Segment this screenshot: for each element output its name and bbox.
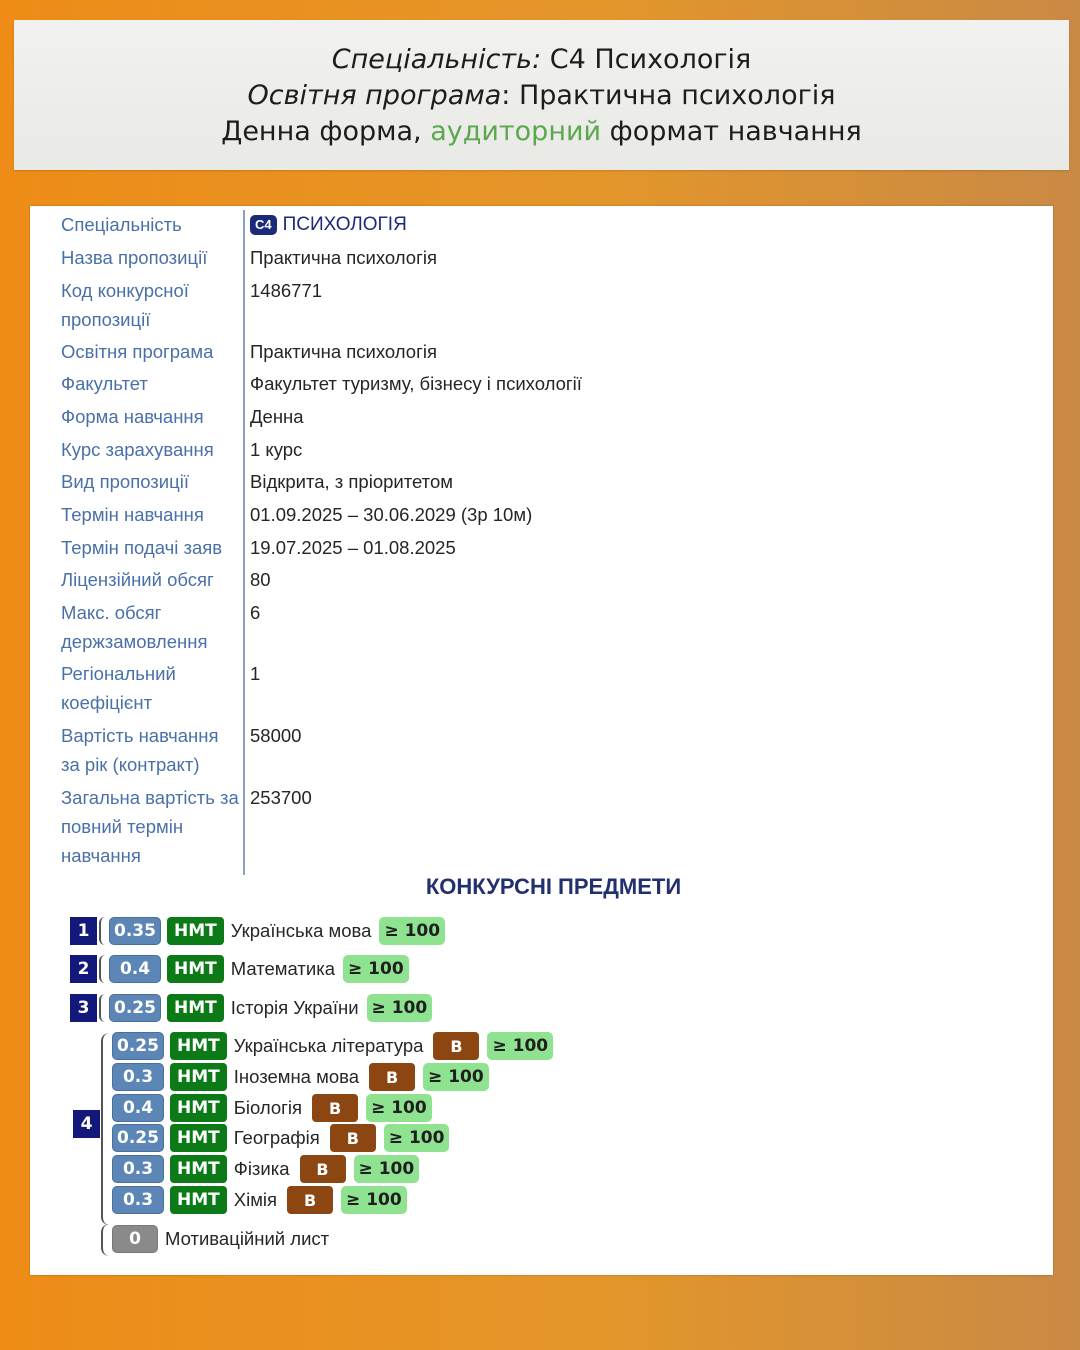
info-label: Назва пропозиції bbox=[61, 247, 208, 268]
min-score-badge: ≥ 100 bbox=[487, 1032, 553, 1060]
coefficient-badge: 0.4 bbox=[112, 1094, 164, 1122]
subject-number: 2 bbox=[70, 955, 97, 983]
info-value: 6 bbox=[250, 602, 261, 623]
info-label: Загальна вартість за повний термін навчання bbox=[61, 787, 239, 866]
specialty-name: ПСИХОЛОГІЯ bbox=[282, 214, 407, 235]
elective-badge: В bbox=[287, 1186, 333, 1214]
info-label: Термін подачі заяв bbox=[61, 537, 223, 558]
coefficient-badge: 0.25 bbox=[112, 1124, 164, 1152]
info-label: Макс. обсяг держзамовлення bbox=[61, 602, 208, 652]
subject-name: Українська література bbox=[233, 1035, 424, 1056]
test-type-badge: НМТ bbox=[170, 1063, 227, 1091]
subject-name: Біологія bbox=[233, 1097, 303, 1118]
elective-badge: В bbox=[300, 1155, 346, 1183]
info-value: 58000 bbox=[250, 725, 302, 746]
test-type-badge: НМТ bbox=[170, 1186, 227, 1214]
coefficient-badge: 0.35 bbox=[109, 917, 161, 945]
subject-row bbox=[70, 993, 432, 1023]
subject-row bbox=[70, 916, 445, 946]
elective-row bbox=[112, 1154, 419, 1184]
info-value: 1 курс bbox=[250, 439, 303, 460]
header-line-specialty bbox=[14, 44, 1069, 75]
info-label: Вид пропозиції bbox=[61, 471, 189, 492]
subject-name: Географія bbox=[233, 1127, 320, 1148]
info-value: Практична психологія bbox=[250, 341, 437, 362]
min-score-badge: ≥ 100 bbox=[379, 917, 445, 945]
min-score-badge: ≥ 100 bbox=[367, 994, 433, 1022]
coefficient-badge: 0.25 bbox=[112, 1032, 164, 1060]
group-bracket bbox=[101, 1033, 111, 1225]
info-label: Форма навчання bbox=[61, 406, 204, 427]
subject-name: Українська мова bbox=[230, 920, 372, 941]
test-type-badge: НМТ bbox=[167, 955, 224, 983]
header-specialty-value: С4 Психологія bbox=[549, 44, 752, 75]
header-format-accent: аудиторний bbox=[430, 116, 602, 147]
coefficient-badge: 0.3 bbox=[112, 1155, 164, 1183]
subject-name: Фізика bbox=[233, 1158, 290, 1179]
info-label: Регіональний коефіцієнт bbox=[61, 663, 176, 713]
subject-name: Історія України bbox=[230, 997, 359, 1018]
info-value: 253700 bbox=[250, 787, 312, 808]
elective-row bbox=[112, 1062, 489, 1092]
info-value: 19.07.2025 – 01.08.2025 bbox=[250, 537, 456, 558]
header-specialty-label: Спеціальність: bbox=[331, 44, 542, 75]
subject-name: Математика bbox=[230, 958, 336, 979]
subjects-title: КОНКУРСНІ ПРЕДМЕТИ bbox=[425, 874, 682, 899]
info-value: 80 bbox=[250, 569, 271, 590]
info-value: 1486771 bbox=[250, 280, 323, 301]
header-line-program bbox=[14, 80, 1069, 111]
info-value: Відкрита, з пріоритетом bbox=[250, 471, 453, 492]
subject-name: Іноземна мова bbox=[233, 1066, 360, 1087]
coefficient-badge: 0.3 bbox=[112, 1063, 164, 1091]
header-program-value: : Практична психологія bbox=[501, 80, 836, 111]
test-type-badge: НМТ bbox=[170, 1094, 227, 1122]
info-label: Факультет bbox=[61, 373, 148, 394]
info-value: Факультет туризму, бізнесу і психології bbox=[250, 373, 582, 394]
motivation-row bbox=[112, 1224, 329, 1254]
coefficient-badge: 0.4 bbox=[109, 955, 161, 983]
bracket bbox=[99, 955, 107, 983]
coefficient-badge: 0 bbox=[112, 1225, 158, 1253]
test-type-badge: НМТ bbox=[170, 1124, 227, 1152]
subject-name: Хімія bbox=[233, 1189, 278, 1210]
subject-number: 4 bbox=[73, 1110, 100, 1138]
subject-number: 3 bbox=[70, 994, 97, 1022]
header-banner bbox=[14, 20, 1069, 170]
info-value: 1 bbox=[250, 663, 261, 684]
subject-row bbox=[70, 954, 409, 984]
test-type-badge: НМТ bbox=[170, 1032, 227, 1060]
elective-badge: В bbox=[312, 1094, 358, 1122]
subject-name: Мотиваційний лист bbox=[165, 1228, 330, 1249]
elective-row bbox=[112, 1123, 449, 1153]
column-divider bbox=[243, 210, 245, 875]
specialty-code-badge: C4 bbox=[250, 215, 277, 235]
test-type-badge: НМТ bbox=[167, 917, 224, 945]
info-label: Освітня програма bbox=[61, 341, 214, 362]
info-label: Код конкурсної пропозиції bbox=[61, 280, 189, 330]
min-score-badge: ≥ 100 bbox=[384, 1124, 450, 1152]
info-value: Денна bbox=[250, 406, 304, 427]
header-program-label: Освітня програма bbox=[247, 80, 502, 111]
elective-row bbox=[112, 1093, 432, 1123]
bracket bbox=[101, 1224, 111, 1256]
elective-row bbox=[112, 1185, 407, 1215]
elective-badge: В bbox=[330, 1124, 376, 1152]
info-label: Ліцензійний обсяг bbox=[61, 569, 214, 590]
test-type-badge: НМТ bbox=[170, 1155, 227, 1183]
header-format-pre: Денна форма, bbox=[221, 116, 431, 147]
subject-number: 1 bbox=[70, 917, 97, 945]
min-score-badge: ≥ 100 bbox=[341, 1186, 407, 1214]
header-format-post: формат навчання bbox=[601, 116, 862, 147]
info-value-specialty bbox=[250, 210, 407, 239]
min-score-badge: ≥ 100 bbox=[354, 1155, 420, 1183]
bracket bbox=[99, 917, 107, 945]
test-type-badge: НМТ bbox=[167, 994, 224, 1022]
info-label-specialty: Спеціальність bbox=[61, 214, 182, 235]
info-label: Курс зарахування bbox=[61, 439, 214, 460]
min-score-badge: ≥ 100 bbox=[343, 955, 409, 983]
min-score-badge: ≥ 100 bbox=[423, 1063, 489, 1091]
elective-badge: В bbox=[433, 1032, 479, 1060]
min-score-badge: ≥ 100 bbox=[366, 1094, 432, 1122]
info-label: Вартість навчання за рік (контракт) bbox=[61, 725, 219, 775]
offer-card bbox=[30, 206, 1053, 1275]
bracket bbox=[99, 994, 107, 1022]
elective-badge: В bbox=[369, 1063, 415, 1091]
coefficient-badge: 0.25 bbox=[109, 994, 161, 1022]
info-value: 01.09.2025 – 30.06.2029 (3р 10м) bbox=[250, 504, 533, 525]
info-value: Практична психологія bbox=[250, 247, 437, 268]
info-label: Термін навчання bbox=[61, 504, 204, 525]
elective-row bbox=[112, 1031, 553, 1061]
coefficient-badge: 0.3 bbox=[112, 1186, 164, 1214]
header-line-format bbox=[14, 116, 1069, 147]
